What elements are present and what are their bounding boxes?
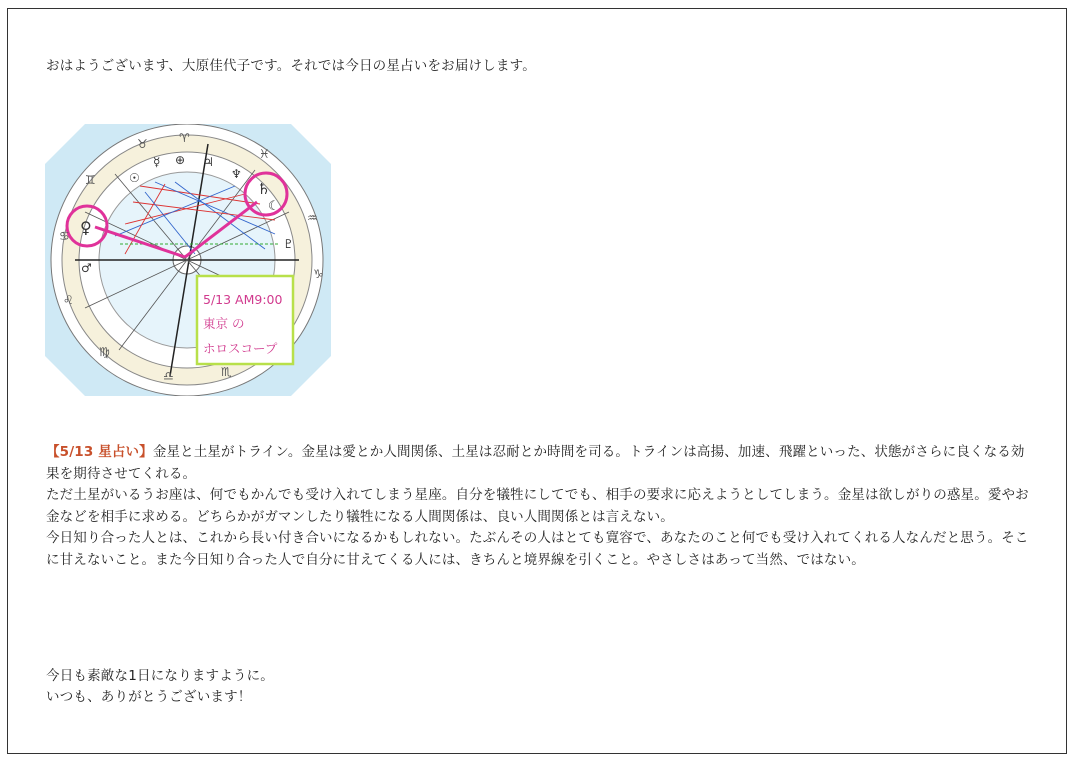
cancer-sign-icon: ♋	[59, 229, 70, 243]
article-paragraph-2: ただ土星がいるうお座は、何でもかんでも受け入れてしまう星座。自分を犠牲にしてでも、相手の要求に応えようとしてしまう。金星は欲しがりの惑星。愛やお金などを相手に求める。どちらかがガマンしたり犠牲になる人間関係は、良い人間関係とは言えない。	[46, 487, 1029, 525]
capricorn-sign-icon: ♑	[313, 267, 324, 281]
greeting-text: おはようございます、大原佳代子です。それでは今日の星占いをお届けします。	[46, 58, 536, 74]
moon-glyph: ☾	[268, 199, 280, 214]
article-paragraph-3: 今日知り合った人とは、これから長い付き合いになるかもしれない。たぶんその人はとても寛容で、あなたのこと何でも受け入れてくれる人なんだと思う。そこに甘えないこと。また今日知り合った人で自分に甘えてくる人には、きちんと境界線を引くこと。やさしさはあって当然、ではない。	[46, 530, 1029, 568]
saturn-glyph: ♄	[257, 180, 271, 198]
article-paragraph-1	[46, 442, 1036, 485]
closing-line-1: 今日も素敵な1日になりますように。	[46, 668, 274, 684]
date-tag: 【5/13 星占い】	[46, 444, 153, 460]
pisces-sign-icon: ♓	[259, 147, 270, 161]
virgo-sign-icon: ♍	[99, 345, 110, 359]
closing-line-2: いつも、ありがとうございます！	[46, 689, 252, 705]
sun-glyph: ☉	[129, 171, 140, 185]
paragraph-1-text: 金星と土星がトライン。金星は愛とか人間関係、土星は忍耐とか時間を司る。トラインは高揚、加速、飛躍といった、状態がさらに良くなる効果を期待させてくれる。	[46, 444, 1025, 482]
libra-sign-icon: ♎	[163, 369, 174, 383]
jupiter-glyph: ♃	[203, 155, 214, 169]
aries-sign-icon: ♈	[179, 131, 190, 145]
chart-label-line1: 5/13 AM9:00	[203, 292, 283, 307]
leo-sign-icon: ♌	[63, 293, 74, 307]
mars-glyph: ♂	[81, 261, 92, 275]
venus-glyph: ♀	[80, 218, 92, 237]
mercury-glyph: ☿	[153, 155, 161, 169]
horoscope-chart-image	[45, 124, 331, 396]
pluto-glyph: ♇	[283, 237, 294, 251]
article-body	[46, 442, 1036, 571]
horoscope-chart-svg	[45, 124, 331, 396]
earth-glyph: ⊕	[175, 153, 186, 167]
neptune-glyph: ♆	[231, 167, 242, 181]
taurus-sign-icon: ♉	[137, 137, 148, 151]
scorpio-sign-icon: ♏	[221, 365, 232, 379]
chart-label-line2: 東京 の	[203, 316, 245, 331]
gemini-sign-icon: ♊	[85, 173, 96, 187]
chart-label-line3: ホロスコープ	[203, 341, 278, 356]
aquarius-sign-icon: ♒	[307, 211, 318, 225]
closing-section	[46, 666, 274, 708]
